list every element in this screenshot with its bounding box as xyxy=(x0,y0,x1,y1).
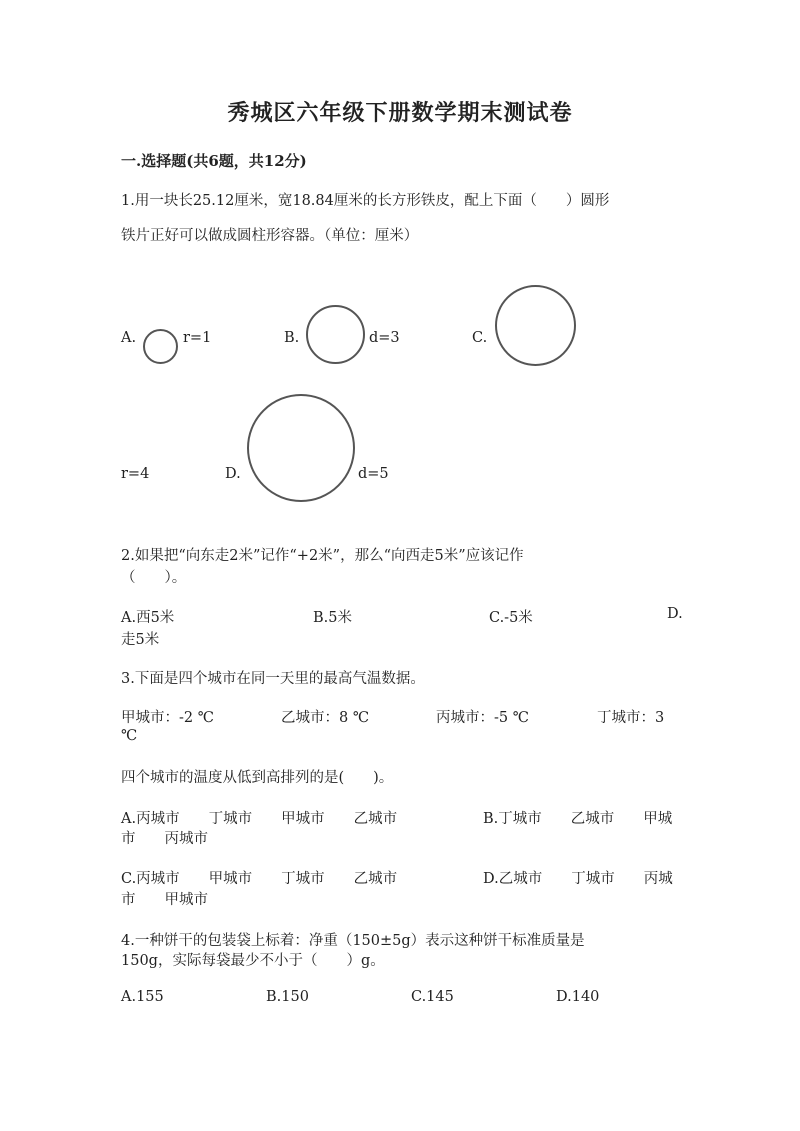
q3-line3: 四个城市的温度从低到高排列的是( )。 xyxy=(121,770,394,786)
q3-city-ding: 丁城市：3 xyxy=(597,710,665,726)
q4-option-c: C.145 xyxy=(411,989,454,1005)
q2-line2: （ ）。 xyxy=(121,570,187,586)
q3-city-ding-unit: ℃ xyxy=(121,728,138,744)
q1-option-b-value: d=3 xyxy=(369,330,400,346)
q1-option-a-value: r=1 xyxy=(183,330,212,346)
q1-option-c-circle xyxy=(495,285,576,366)
q1-option-a-label: A. xyxy=(121,330,137,346)
q2-line1: 2.如果把“向东走2米”记作“+2米”，那么“向西走5米”应该记作 xyxy=(121,548,524,564)
q1-line2: 铁片正好可以做成圆柱形容器。（单位：厘米） xyxy=(121,228,419,244)
q2-option-a: A.西5米 xyxy=(121,610,175,626)
q3-option-d: D.乙城市 丁城市 丙城 xyxy=(483,871,673,887)
q2-option-d: D. xyxy=(667,606,683,622)
q4-option-b: B.150 xyxy=(266,989,309,1005)
q1-option-d-label: D. xyxy=(225,466,241,482)
q2-option-d-continued: 走5米 xyxy=(121,632,160,648)
q4-option-a: A.155 xyxy=(121,989,164,1005)
q1-option-b-circle xyxy=(306,305,365,364)
q1-option-d-value: d=5 xyxy=(358,466,389,482)
q1-option-c-label: C. xyxy=(472,330,488,346)
section-heading: 一.选择题(共6题，共12分) xyxy=(121,152,307,170)
q3-option-b-continued: 市 丙城市 xyxy=(121,831,208,847)
q1-option-c-value: r=4 xyxy=(121,466,150,482)
q1-option-d-circle xyxy=(247,394,355,502)
q2-option-b: B.5米 xyxy=(313,610,352,626)
q3-option-d-continued: 市 甲城市 xyxy=(121,892,208,908)
q1-line1: 1.用一块长25.12厘米，宽18.84厘米的长方形铁皮，配上下面（ ）圆形 xyxy=(121,193,610,209)
q2-option-c: C.-5米 xyxy=(489,610,533,626)
q3-city-jia: 甲城市：-2 ℃ xyxy=(121,710,214,726)
q4-line2: 150g，实际每袋最少不小于（ ）g。 xyxy=(121,953,385,969)
q4-option-d: D.140 xyxy=(556,989,600,1005)
q3-line1: 3.下面是四个城市在同一天里的最高气温数据。 xyxy=(121,671,425,687)
page-title: 秀城区六年级下册数学期末测试卷 xyxy=(227,100,573,126)
q3-option-c: C.丙城市 甲城市 丁城市 乙城市 xyxy=(121,871,398,887)
q3-option-b: B.丁城市 乙城市 甲城 xyxy=(483,811,673,827)
q4-line1: 4.一种饼干的包装袋上标着：净重（150±5g）表示这种饼干标准质量是 xyxy=(121,933,585,949)
q1-option-a-circle xyxy=(143,329,178,364)
q3-option-a: A.丙城市 丁城市 甲城市 乙城市 xyxy=(121,811,398,827)
q1-option-b-label: B. xyxy=(284,330,300,346)
q3-city-bing: 丙城市：-5 ℃ xyxy=(436,710,529,726)
q3-city-yi: 乙城市：8 ℃ xyxy=(281,710,370,726)
